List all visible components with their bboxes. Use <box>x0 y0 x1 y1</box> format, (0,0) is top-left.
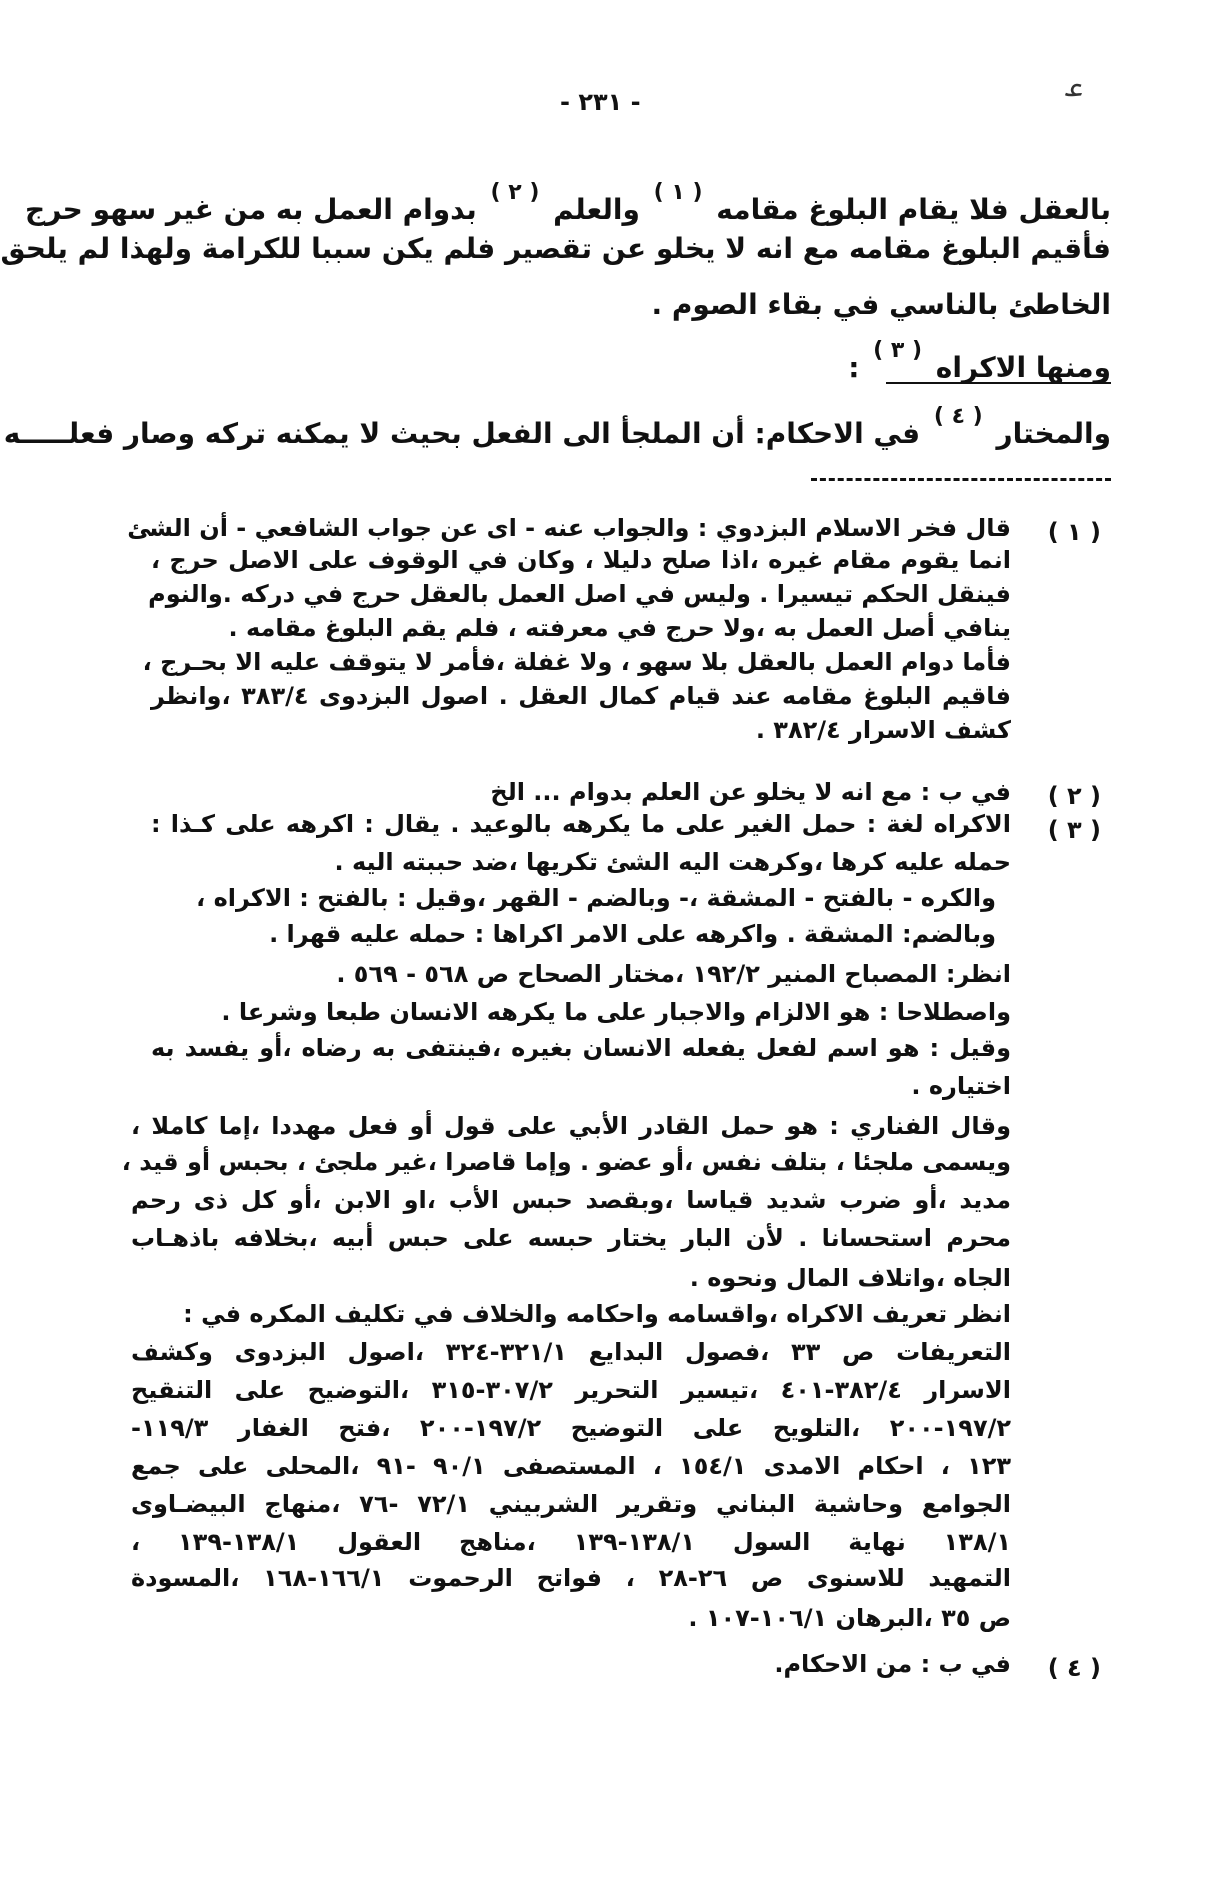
footnote-ref-3: ( ٣ ) <box>873 338 923 363</box>
footnote-3-line: ١٩٧/٢-٢٠٠ ،التلويح على التوضيح ١٩٧/٢-٢٠٠ ،فتح الغفار ١١٩/٣- <box>131 1414 1011 1442</box>
footnote-number-2: ( ٢ ) <box>1047 782 1101 810</box>
footnote-4-line: في ب : من الاحكام. <box>774 1650 1011 1678</box>
footnote-3-line: محرم استحسانا . لأن البار يختار حبسه على حبس أبيه ،بخلافه باذهـاب <box>131 1224 1011 1252</box>
footnote-1-line: فاقيم البلوغ مقامه عند قيام كمال العقل . اصول البزدوى ٣٨٣/٤ ،وانظر <box>151 682 1012 710</box>
footnote-3-line: ويسمى ملجئا ، بتلف نفس ،أو عضو . وإما قاصرا ،غير ملجئ ، بحبس أو قيد ، <box>121 1148 1011 1176</box>
body-line-1 <box>25 180 1111 226</box>
footnote-3-line: انظر: المصباح المنير ١٩٢/٢ ،مختار الصحاح ص ٥٦٨ - ٥٦٩ . <box>336 960 1011 988</box>
footnote-3-line: الجوامع وحاشية البناني وتقرير الشربيني ٧٢/١ -٧٦ ،منهاج البيضـاوى <box>131 1490 1011 1518</box>
footnote-3-line: التعريفات ص ٣٣ ،فصول البدايع ٣٢١/١-٣٢٤ ،اصول البزدوى وكشف <box>131 1338 1011 1366</box>
footnote-ref-1: ( ١ ) <box>653 180 703 205</box>
footnote-number-1: ( ١ ) <box>1047 518 1101 546</box>
footnote-1-line: ينافي أصل العمل به ،ولا حرج في معرفته ، فلم يقم البلوغ مقامه . <box>228 614 1011 642</box>
footnote-1-line: كشف الاسرار ٣٨٢/٤ . <box>755 716 1011 744</box>
footnote-number-3: ( ٣ ) <box>1047 816 1101 844</box>
footnote-3-line: الاسرار ٣٨٢/٤-٤٠١ ،تيسير التحرير ٣٠٧/٢-٣١٥ ،التوضيح على التنقيح <box>131 1376 1011 1404</box>
footnote-3-line: وقيل : هو اسم لفعل يفعله الانسان بغيره ،فينتفى به رضاه ،أو يفسد به <box>151 1034 1011 1062</box>
footnote-1-line: فأما دوام العمل بالعقل بلا سهو ، ولا غفلة ،فأمر لا يتوقف عليه الا بحـرج ، <box>142 648 1011 676</box>
body-text: بالعقل فلا يقام البلوغ مقامه <box>716 193 1111 226</box>
handwritten-mark: ﻋ <box>1062 69 1092 110</box>
footnote-ref-4: ( ٤ ) <box>933 404 983 429</box>
footnote-1-line: فينقل الحكم تيسيرا . وليس في اصل العمل بالعقل حرج في دركه .والنوم <box>148 580 1011 608</box>
footnote-3-line: انظر تعريف الاكراه ،واقسامه واحكامه والخلاف في تكليف المكره في : <box>183 1300 1011 1328</box>
footnote-3-line: والكره - بالفتح - المشقة ،- وبالضم - القهر ،وقيل : بالفتح : الاكراه ، <box>196 884 996 912</box>
footnote-3-line: التمهيد للاسنوى ص ٢٦-٢٨ ، فواتح الرحموت ١٦٦/١-١٦٨ ،المسودة <box>131 1564 1011 1592</box>
footnote-3-line: حمله عليه كرها ،وكرهت اليه الشئ تكريها ،ضد حببته اليه . <box>334 848 1011 876</box>
footnote-3-line: ١٢٣ ، احكام الامدى ١٥٤/١ ، المستصفى ٩٠/١ -٩١ ،المحلى على جمع <box>131 1452 1012 1480</box>
footnote-3-line: الجاه ،واتلاف المال ونحوه . <box>689 1264 1011 1292</box>
footnote-1-line: انما يقوم مقام غيره ،اذا صلح دليلا ، وكان في الوقوف على الاصل حرج ، <box>151 546 1011 574</box>
heading-text: ومنها الاكراه <box>935 351 1111 384</box>
footnote-separator <box>811 478 1111 481</box>
heading-colon: : <box>848 351 860 384</box>
footnote-3-line: واصطلاحا : هو الالزام والاجبار على ما يكرهه الانسان طبعا وشرعا . <box>221 998 1011 1026</box>
body-text: في الاحكام: أن الملجأ الى الفعل بحيث لا يمكنه تركه وصار فعلـــــه <box>3 417 921 450</box>
body-text: والمختار <box>996 417 1111 450</box>
footnote-number-4: ( ٤ ) <box>1047 1654 1101 1682</box>
body-line-3: الخاطئ بالناسي في بقاء الصوم . <box>651 288 1111 321</box>
body-text: بدوام العمل به من غير سهو حرج <box>25 193 477 226</box>
footnote-3-line: الاكراه لغة : حمل الغير على ما يكرهه بالوعيد . يقال : اكرهه على كـذا : <box>151 810 1011 838</box>
footnote-3-line: اختياره . <box>911 1072 1011 1100</box>
section-heading <box>91 338 1111 384</box>
body-line-5 <box>3 404 1111 450</box>
footnote-3-line: مديد ،أو ضرب شديد قياسا ،وبقصد حبس الأب ،او الابن ،أو كل ذى رحم <box>131 1186 1011 1214</box>
footnote-3-line: ١٣٨/١ نهاية السول ١٣٨/١-١٣٩ ،مناهج العقول ١٣٨/١-١٣٩ ، <box>131 1528 1012 1556</box>
footnote-2-line: في ب : مع انه لا يخلو عن العلم بدوام ... الخ <box>490 778 1011 806</box>
footnote-1-line: قال فخر الاسلام البزدوي : والجواب عنه - اى عن جواب الشافعي - أن الشئ <box>127 514 1011 542</box>
body-line-2: فأقيم البلوغ مقامه مع انه لا يخلو عن تقصير فلم يكن سببا للكرامة ولهذا لم يلحق <box>0 232 1111 265</box>
footnote-3-line: وقال الفناري : هو حمل القادر الأبي على قول أو فعل مهددا ،إما كاملا ، <box>131 1112 1011 1140</box>
page-number: - ٢٣١ - <box>560 88 641 116</box>
footnote-3-line: ص ٣٥ ،البرهان ١٠٦/١-١٠٧ . <box>688 1604 1011 1632</box>
heading-underline <box>886 382 1111 384</box>
footnote-ref-2: ( ٢ ) <box>490 180 540 205</box>
body-text: والعلم <box>553 193 640 226</box>
footnote-3-line: وبالضم: المشقة . واكرهه على الامر اكراها : حمله عليه قهرا . <box>269 920 996 948</box>
